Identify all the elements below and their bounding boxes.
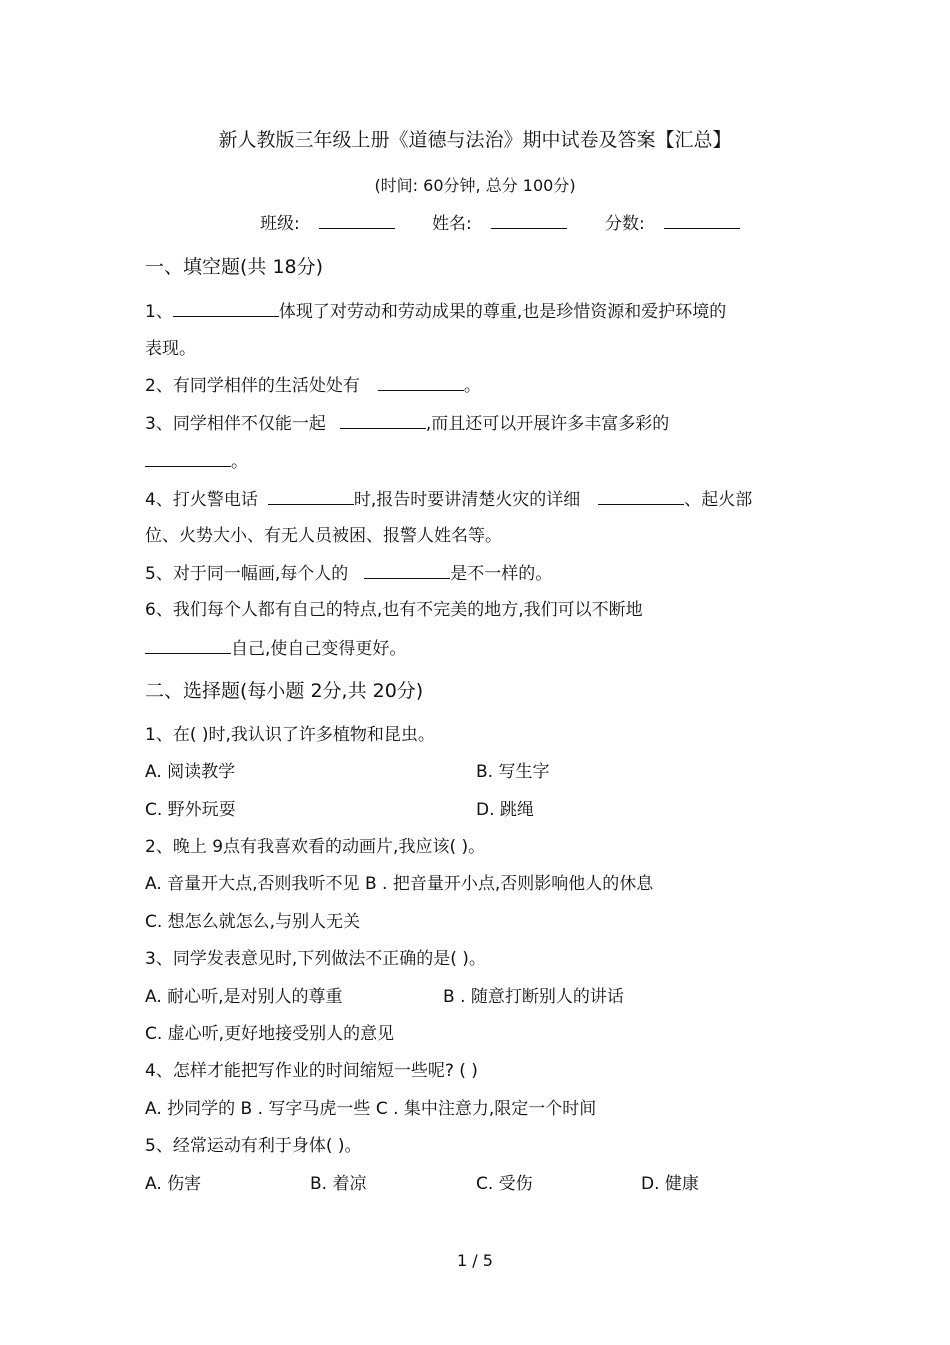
- question-4: [145, 488, 752, 511]
- q1-number: 1、: [145, 302, 173, 322]
- name-label: 姓名:: [432, 214, 472, 234]
- score-field: [605, 212, 740, 235]
- question-2: [145, 374, 481, 397]
- q4-blank-1[interactable]: [268, 488, 354, 505]
- q2-end: 。: [463, 376, 481, 396]
- choice-question-4: 4、怎样才能把写作业的时间缩短一些呢? ( ): [145, 1061, 478, 1081]
- q1-option-a[interactable]: A. 阅读教学: [145, 762, 236, 782]
- q3-text: 3、同学相伴不仅能一起: [145, 414, 326, 434]
- class-label: 班级:: [260, 214, 300, 234]
- name-field: [432, 212, 567, 235]
- q6-blank[interactable]: [145, 637, 231, 654]
- q4-text-2: 时,报告时要讲清楚火灾的详细: [353, 490, 581, 510]
- q5-option-b[interactable]: B. 着凉: [310, 1174, 367, 1194]
- score-blank[interactable]: [664, 212, 740, 229]
- name-blank[interactable]: [491, 212, 567, 229]
- question-1: [145, 300, 726, 323]
- page-title: 新人教版三年级上册《道德与法治》期中试卷及答案【汇总】: [218, 129, 732, 151]
- question-6: 6、我们每个人都有自己的特点,也有不完美的地方,我们可以不断地: [145, 600, 643, 620]
- choice-question-3: 3、同学发表意见时,下列做法不正确的是( )。: [145, 949, 486, 969]
- section-heading-choice: 二、选择题(每小题 2分,共 20分): [145, 680, 424, 702]
- q5-blank[interactable]: [364, 562, 450, 579]
- q2-options-ab[interactable]: A. 音量开大点,否则我听不见 B . 把音量开小点,否则影响他人的休息: [145, 874, 654, 894]
- q3-continuation: [145, 450, 248, 473]
- q3-option-b[interactable]: B . 随意打断别人的讲话: [443, 987, 624, 1007]
- q4-blank-2[interactable]: [598, 488, 684, 505]
- q5-text: 5、对于同一幅画,每个人的: [145, 564, 349, 584]
- choice-question-1: 1、在( )时,我认识了许多植物和昆虫。: [145, 725, 435, 745]
- q1-option-d[interactable]: D. 跳绳: [476, 800, 534, 820]
- class-field: [260, 212, 395, 235]
- question-3: [145, 412, 669, 435]
- question-5: [145, 562, 552, 585]
- q1-blank[interactable]: [173, 300, 279, 317]
- q2-text: 2、有同学相伴的生活处处有: [145, 376, 360, 396]
- exam-time-info: (时间: 60分钟, 总分 100分): [374, 176, 576, 195]
- choice-question-2: 2、晚上 9点有我喜欢看的动画片,我应该( )。: [145, 837, 486, 857]
- q4-options[interactable]: A. 抄同学的 B . 写字马虎一些 C . 集中注意力,限定一个时间: [145, 1099, 597, 1119]
- q4-text-3: 、起火部: [684, 490, 753, 510]
- q3-end: 。: [231, 452, 248, 472]
- q5-option-d[interactable]: D. 健康: [641, 1174, 699, 1194]
- class-blank[interactable]: [319, 212, 395, 229]
- q1-continuation: 表现。: [145, 339, 196, 359]
- q6-end: 自己,使自己变得更好。: [231, 639, 407, 659]
- q3-blank-1[interactable]: [340, 412, 426, 429]
- q2-option-c[interactable]: C. 想怎么就怎么,与别人无关: [145, 912, 361, 932]
- q1-text: 体现了对劳动和劳动成果的尊重,也是珍惜资源和爱护环境的: [278, 302, 727, 322]
- q6-continuation: [145, 637, 406, 660]
- q3-option-c[interactable]: C. 虚心听,更好地接受别人的意见: [145, 1024, 395, 1044]
- q5-option-a[interactable]: A. 伤害: [145, 1174, 202, 1194]
- choice-question-5: 5、经常运动有利于身体( )。: [145, 1136, 362, 1156]
- score-label: 分数:: [605, 214, 645, 234]
- q4-text: 4、打火警电话: [145, 490, 258, 510]
- q1-option-c[interactable]: C. 野外玩耍: [145, 800, 236, 820]
- q2-blank[interactable]: [378, 374, 464, 391]
- q1-option-b[interactable]: B. 写生字: [476, 762, 550, 782]
- q3-option-a[interactable]: A. 耐心听,是对别人的尊重: [145, 987, 343, 1007]
- q3-blank-2[interactable]: [145, 450, 231, 467]
- section-heading-fill-in: 一、填空题(共 18分): [145, 256, 324, 278]
- q4-continuation: 位、火势大小、有无人员被困、报警人姓名等。: [145, 526, 502, 546]
- q5-end: 是不一样的。: [450, 564, 553, 584]
- q3-text-2: ,而且还可以开展许多丰富多彩的: [425, 414, 670, 434]
- q5-option-c[interactable]: C. 受伤: [476, 1174, 533, 1194]
- page-number: 1 / 5: [457, 1251, 493, 1270]
